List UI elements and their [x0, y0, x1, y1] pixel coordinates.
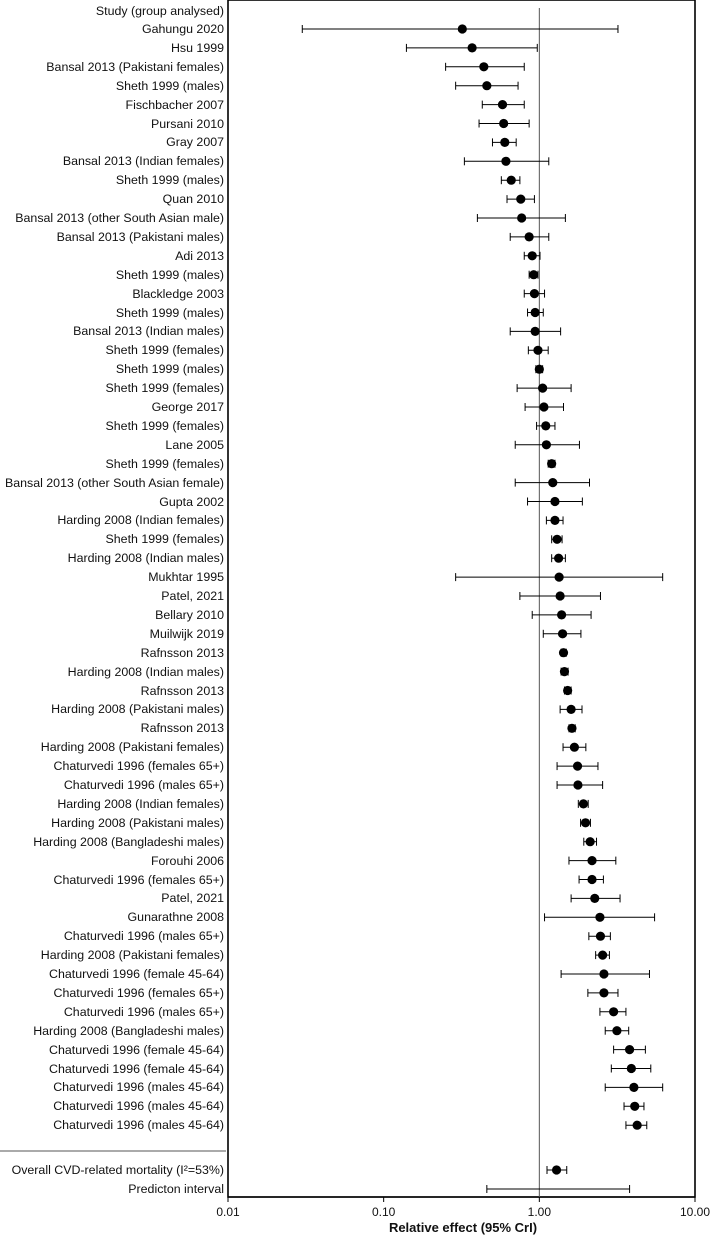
study-label: Bansal 2013 (Indian males): [73, 324, 224, 339]
study-label: Chaturvedi 1996 (females 65+): [53, 985, 224, 1000]
study-point: [501, 157, 510, 166]
study-point: [598, 951, 607, 960]
study-label: Sheth 1999 (males): [115, 362, 224, 377]
study-label: Bellary 2010: [155, 607, 224, 622]
study-point: [533, 346, 542, 355]
study-label: Gahungu 2020: [142, 22, 224, 36]
study-label: Rafnsson 2013: [140, 721, 224, 736]
study-point: [557, 610, 566, 619]
study-point: [596, 932, 605, 941]
study-label: Chaturvedi 1996 (females 65+): [53, 759, 224, 774]
study-point: [554, 554, 563, 563]
study-label: Muilwijk 2019: [149, 626, 224, 641]
x-tick-label: 0.10: [371, 1205, 396, 1219]
study-point: [550, 516, 559, 525]
study-point: [599, 969, 608, 978]
study-label: Sheth 1999 (males): [115, 78, 224, 93]
study-point: [479, 62, 488, 71]
study-label: Harding 2008 (Pakistani males): [51, 815, 224, 830]
study-point: [517, 213, 526, 222]
study-label: Harding 2008 (Indian males): [67, 664, 224, 679]
plot-frame: [228, 0, 695, 1197]
study-label: Chaturvedi 1996 (males 45-64): [53, 1099, 224, 1114]
study-label: Chaturvedi 1996 (females 65+): [53, 872, 224, 887]
study-label: Sheth 1999 (females): [105, 343, 224, 358]
overall-point: [552, 1165, 561, 1174]
study-point: [547, 459, 556, 468]
study-point: [558, 629, 567, 638]
study-label: Chaturvedi 1996 (female 45-64): [49, 1061, 224, 1076]
study-point: [633, 1121, 642, 1130]
x-tick-label: 0.01: [216, 1205, 240, 1219]
study-point: [531, 327, 540, 336]
study-point: [559, 648, 568, 657]
study-point: [482, 81, 491, 90]
study-label: Bansal 2013 (other South Asian male): [15, 211, 224, 225]
study-point: [587, 875, 596, 884]
study-label: Rafnsson 2013: [140, 683, 224, 698]
study-label: Sheth 1999 (males): [115, 305, 224, 320]
study-label: Sheth 1999 (males): [115, 267, 224, 282]
study-label: Harding 2008 (Indian females): [57, 796, 224, 811]
study-label: Chaturvedi 1996 (female 45-64): [49, 1042, 224, 1057]
study-point: [498, 100, 507, 109]
study-label: Hsu 1999: [170, 40, 224, 55]
study-label: Adi 2013: [175, 248, 224, 263]
study-point: [586, 837, 595, 846]
study-label: Harding 2008 (Pakistani females): [40, 740, 224, 755]
study-label: Gunarathne 2008: [127, 910, 224, 925]
study-label: Bansal 2013 (Pakistani females): [46, 59, 224, 74]
study-label: Harding 2008 (Bangladeshi males): [33, 1023, 224, 1038]
prediction-label: Predicton interval: [128, 1182, 224, 1196]
study-point: [567, 724, 576, 733]
study-label: Chaturvedi 1996 (males 45-64): [53, 1080, 224, 1095]
study-point: [560, 667, 569, 676]
study-point: [579, 799, 588, 808]
study-point: [625, 1045, 634, 1054]
x-tick-label: 1.00: [527, 1205, 552, 1219]
study-label: Harding 2008 (Pakistani males): [51, 702, 224, 717]
study-point: [525, 232, 534, 241]
prediction-interval: [487, 1185, 630, 1193]
study-point: [528, 251, 537, 260]
column-header: Study (group analysed): [95, 4, 224, 18]
x-tick-label: 10.00: [679, 1205, 711, 1219]
study-point: [529, 270, 538, 279]
study-point: [556, 591, 565, 600]
study-label: Chaturvedi 1996 (males 65+): [63, 1004, 224, 1019]
study-point: [630, 1102, 639, 1111]
study-label: Gray 2007: [166, 135, 224, 150]
study-point: [573, 762, 582, 771]
study-label: Patel, 2021: [161, 589, 224, 603]
study-point: [458, 24, 467, 33]
study-point: [590, 894, 599, 903]
study-label: Chaturvedi 1996 (males 65+): [63, 778, 224, 792]
study-point: [573, 780, 582, 789]
study-label: Sheth 1999 (females): [105, 532, 224, 547]
study-label: Sheth 1999 (females): [105, 381, 224, 396]
study-point: [542, 440, 551, 449]
study-label: Fischbacher 2007: [125, 97, 224, 112]
study-point: [587, 856, 596, 865]
study-point: [539, 402, 548, 411]
study-point: [530, 289, 539, 298]
study-point: [599, 988, 608, 997]
study-point: [468, 43, 477, 52]
study-point: [507, 176, 516, 185]
study-label: Harding 2008 (Indian females): [57, 513, 224, 528]
study-label: Blackledge 2003: [132, 286, 224, 301]
study-point: [609, 1007, 618, 1016]
study-label: Harding 2008 (Indian males): [67, 551, 224, 566]
study-point: [627, 1064, 636, 1073]
study-point: [535, 365, 544, 374]
study-point: [581, 818, 590, 827]
study-point: [552, 535, 561, 544]
study-point: [555, 573, 564, 582]
study-label: Pursani 2010: [150, 116, 224, 131]
study-label: Mukhtar 1995: [148, 570, 224, 585]
study-point: [612, 1026, 621, 1035]
study-label: Chaturvedi 1996 (female 45-64): [49, 967, 224, 981]
overall-label: Overall CVD-related mortality (I²=53%): [11, 1163, 224, 1177]
study-point: [516, 195, 525, 204]
study-point: [548, 478, 557, 487]
study-label: Quan 2010: [162, 192, 224, 207]
study-label: Chaturvedi 1996 (males 65+): [63, 929, 224, 944]
study-label: Patel, 2021: [161, 891, 224, 906]
study-point: [563, 686, 572, 695]
study-label: Bansal 2013 (Indian females): [62, 154, 224, 169]
study-label: Rafnsson 2013: [140, 645, 224, 660]
x-axis-title: Relative effect (95% CrI): [388, 1220, 538, 1235]
study-label: Gupta 2002: [159, 494, 224, 509]
study-point: [550, 497, 559, 506]
study-label: Lane 2005: [165, 437, 224, 452]
study-point: [541, 421, 550, 430]
study-point: [629, 1083, 638, 1092]
study-point: [538, 384, 547, 393]
study-label: Bansal 2013 (Pakistani males): [56, 229, 224, 244]
study-point: [531, 308, 540, 317]
study-point: [595, 913, 604, 922]
study-point: [499, 119, 508, 128]
study-label: Sheth 1999 (females): [105, 418, 224, 433]
study-label: Sheth 1999 (females): [105, 456, 224, 471]
study-label: Harding 2008 (Pakistani females): [40, 948, 224, 963]
study-point: [570, 743, 579, 752]
study-label: George 2017: [151, 400, 224, 414]
study-label: Chaturvedi 1996 (males 45-64): [53, 1118, 224, 1133]
study-label: Harding 2008 (Bangladeshi males): [33, 834, 224, 849]
study-point: [500, 138, 509, 147]
study-point: [567, 705, 576, 714]
study-label: Bansal 2013 (other South Asian female): [4, 475, 224, 490]
study-label: Forouhi 2006: [150, 853, 224, 868]
study-label: Sheth 1999 (males): [115, 173, 224, 188]
